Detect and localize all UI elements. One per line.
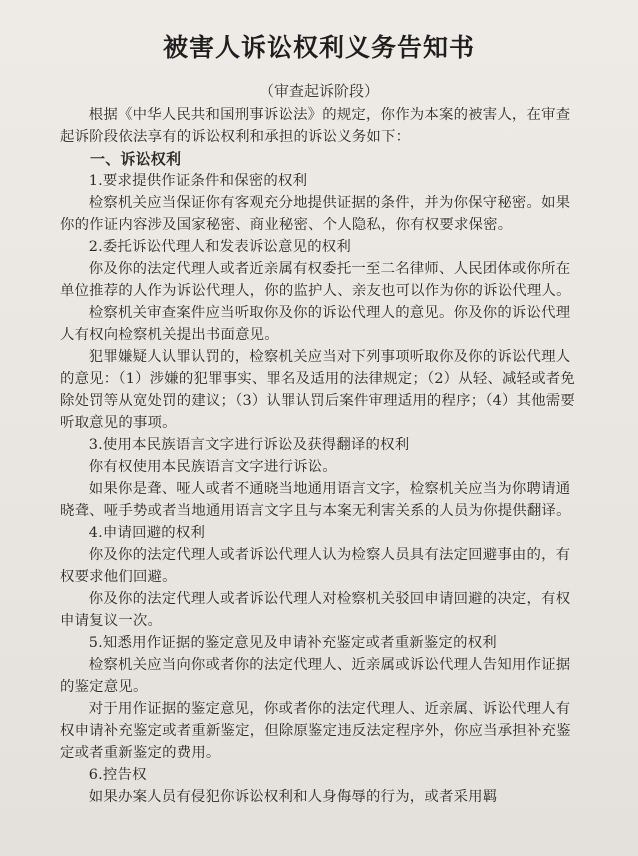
item4-paragraph-1: 你及你的法定代理人或者诉讼代理人认为检察人员具有法定回避事由的，有权要求他们回避。 <box>60 547 571 585</box>
item-heading-1: 1.要求提供作证条件和保密的权利 <box>88 173 308 189</box>
item6-paragraph-1: 如果办案人员有侵犯你诉讼权利和人身侮辱的行为，或者采用羁 <box>88 789 498 805</box>
item2-paragraph-1: 你及你的法定代理人或者近亲属有权委托一至二名律师、人民团体或你所在单位推荐的人作为诉讼代理人，你的监护人、亲友也可以作为你的诉讼代理人。 <box>60 261 571 299</box>
item-heading-3: 3.使用本民族语言文字进行诉讼及获得翻译的权利 <box>88 437 410 453</box>
item2-paragraph-2: 检察机关审查案件应当听取你及你的诉讼代理人的意见。你及你的诉讼代理人有权向检察机关提出书面意见。 <box>60 305 571 343</box>
document-subtitle: （审查起诉阶段） <box>258 82 379 100</box>
item5-paragraph-2: 对于用作证据的鉴定意见，你或者你的法定代理人、近亲属、诉讼代理人有权申请补充鉴定或者重新鉴定，但除原鉴定违反法定程序外，你应当承担补充鉴定或者重新鉴定的费用。 <box>60 701 571 761</box>
item-heading-4: 4.申请回避的权利 <box>88 525 206 541</box>
item4-paragraph-2: 你及你的法定代理人或者诉讼代理人对检察机关驳回申请回避的决定，有权申请复议一次。 <box>60 591 571 629</box>
item3-paragraph-2: 如果你是聋、哑人或者不通晓当地通用语言文字，检察机关应当为你聘请通晓聋、哑手势或者当地通用语言文字且与本案无利害关系的人员为你提供翻译。 <box>60 481 571 519</box>
item2-paragraph-3: 犯罪嫌疑人认罪认罚的，检察机关应当对下列事项听取你及你的诉讼代理人的意见：（1）涉嫌的犯罪事实、罪名及适用的法律规定；（2）从轻、减轻或者免除处罚等从宽处罚的建议；（3）认罪认罚后案件审理适用的程序；（4）其他需要听取意见的事项。 <box>60 349 575 431</box>
item1-paragraph-1: 检察机关应当保证你有客观充分地提供证据的条件，并为你保守秘密。如果你的作证内容涉及国家秘密、商业秘密、个人隐私，你有权要求保密。 <box>60 195 571 233</box>
item-heading-6: 6.控告权 <box>88 767 147 783</box>
item5-paragraph-1: 检察机关应当向你或者你的法定代理人、近亲属或诉讼代理人告知用作证据的鉴定意见。 <box>60 657 571 695</box>
intro-paragraph: 根据《中华人民共和国刑事诉讼法》的规定，你作为本案的被害人，在审查起诉阶段依法享有的诉讼权利和承担的诉讼义务如下： <box>60 107 571 145</box>
item3-paragraph-1: 你有权使用本民族语言文字进行诉讼。 <box>88 459 337 475</box>
document-body <box>60 104 582 808</box>
item-heading-2: 2.委托诉讼代理人和发表诉讼意见的权利 <box>88 239 351 255</box>
item-heading-5: 5.知悉用作证据的鉴定意见及申请补充鉴定或者重新鉴定的权利 <box>88 635 497 651</box>
document-title: 被害人诉讼权利义务告知书 <box>162 33 475 62</box>
section-heading-rights: 一、诉讼权利 <box>90 150 182 168</box>
